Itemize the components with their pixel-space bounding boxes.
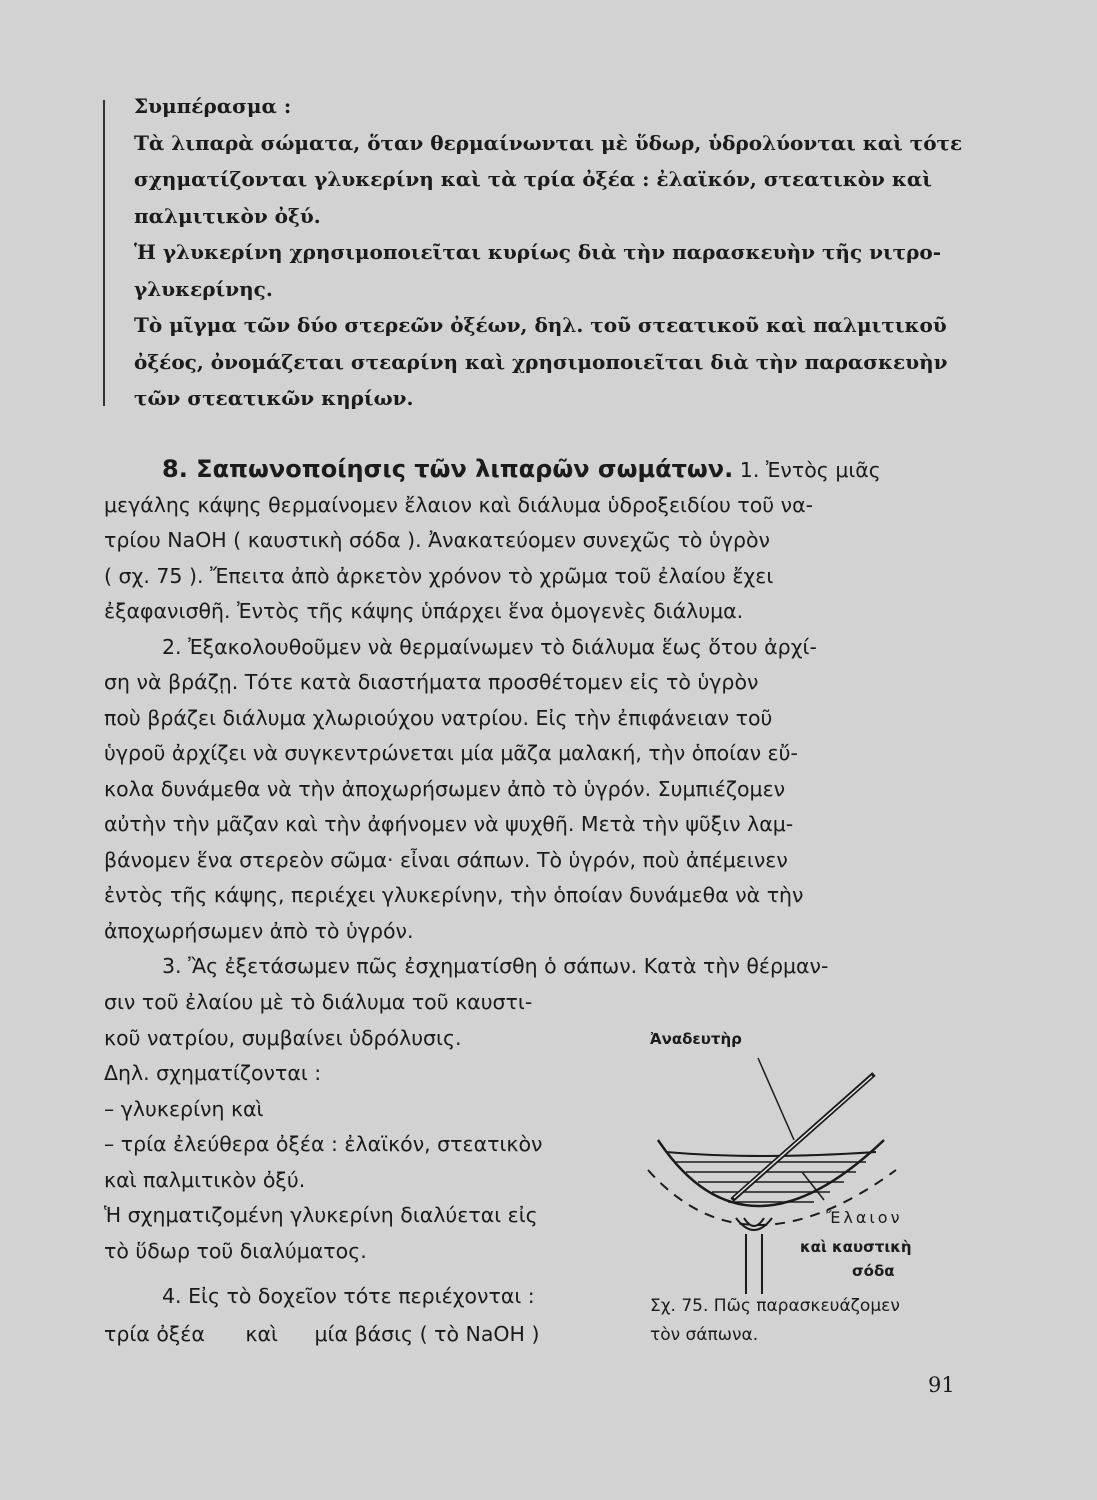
paragraph-line: ποὺ βράζει διάλυμα χλωριούχου νατρίου. Εἰς τὴν ἐπιφάνειαν τοῦ [104, 705, 773, 730]
caption-line: τὸν σάπωνα. [650, 1325, 759, 1345]
paragraph-line: καὶ παλμιτικὸν ὀξύ. [104, 1167, 306, 1192]
summary-line: Τὸ μῖγμα τῶν δύο στερεῶν ὀξέων, δηλ. τοῦ στεατικοῦ καὶ παλμιτικοῦ [134, 313, 947, 337]
paragraph-line: σιν τοῦ ἐλαίου μὲ τὸ διάλυμα τοῦ καυστι- [104, 990, 533, 1014]
paragraph-line: ὑγροῦ ἀρχίζει νὰ συγκεντρώνεται μία μᾶζα μαλακή, τὴν ὁποίαν εὔ- [104, 741, 798, 765]
paragraph-line: αὐτὴν τὴν μᾶζαν καὶ τὴν ἀφήνομεν νὰ ψυχθῆ. Μετὰ τὴν ψῦξιν λαμ- [104, 812, 794, 836]
leader-line-stirrer [758, 1058, 794, 1140]
final-acids: τρία ὀξέα [104, 1322, 205, 1346]
figure-caption [650, 1292, 960, 1350]
paragraph-line: ἐξαφανισθῆ. Ἐντὸς τῆς κάψης ὑπάρχει ἕνα ὁμογενὲς διάλυμα. [104, 599, 744, 623]
section-heading: 8. Σαπωνοποίησις τῶν λιπαρῶν σωμάτων. [162, 455, 734, 483]
summary-line: σχηματίζονται γλυκερίνη καὶ τὰ τρία ὀξέα : ἐλαϊκόν, στεατικὸν καὶ [134, 167, 932, 191]
summary-line: Τὰ λιπαρὰ σώματα, ὅταν θερμαίνωνται μὲ ὕδωρ, ὑδρολύονται καὶ τότε [134, 130, 963, 155]
label-soda-1: καὶ καυστικὴ [800, 1238, 912, 1256]
stirrer-rod-highlight [734, 1076, 872, 1198]
final-base: μία βάσις ( τὸ NaOH ) [314, 1322, 540, 1346]
summary-rule [103, 100, 105, 406]
paragraph-line: Δηλ. σχηματίζονται : [104, 1061, 322, 1085]
paragraph-line: βάνομεν ἕνα στερεὸν σῶμα· εἶναι σάπων. Τὸ ὑγρόν, ποὺ ἀπέμεινεν [104, 847, 788, 872]
paragraph-line: Ἡ σχηματιζομένη γλυκερίνη διαλύεται εἰς [104, 1203, 538, 1227]
summary-line: ὀξέος, ὀνομάζεται στεαρίνη καὶ χρησιμοποιεῖται διὰ τὴν παρασκευὴν [134, 349, 948, 374]
summary-line: Ἡ γλυκερίνη χρησιμοποιεῖται κυρίως διὰ τὴν παρασκευὴν τῆς νιτρο- [134, 240, 942, 264]
label-soda-2: σόδα [852, 1262, 895, 1280]
summary-line: παλμιτικὸν ὀξύ. [134, 203, 321, 228]
paragraph-line: ἐντὸς τῆς κάψης, περιέχει γλυκερίνην, τὴν ὁποίαν δυνάμεθα νὰ τὴν [104, 883, 804, 907]
label-oil: Ἔλαιον [826, 1208, 903, 1227]
flame [736, 1218, 772, 1230]
paragraph-line: 2. Ἐξακολουθοῦμεν νὰ θερμαίνωμεν τὸ διάλυμα ἕως ὅτου ἀρχί- [162, 634, 817, 659]
paragraph-line: τρίου NaOH ( καυστικὴ σόδα ). Ἀνακατεύομεν συνεχῶς τὸ ὑγρὸν [104, 528, 770, 552]
summary-title: Συμπέρασμα : [134, 94, 292, 118]
page-number: 91 [928, 1373, 955, 1397]
summary-line: γλυκερίνης. [134, 276, 273, 301]
paragraph-line: ἀποχωρήσωμεν ἀπὸ τὸ ὑγρόν. [104, 918, 414, 943]
summary-box [134, 88, 963, 417]
paragraph-line: 4. Εἰς τὸ δοχεῖον τότε περιέχονται : [162, 1284, 535, 1308]
dish-outline [658, 1140, 884, 1206]
paragraph-line: ( σχ. 75 ). Ἔπειτα ἀπὸ ἀρκετὸν χρόνον τὸ χρῶμα τοῦ ἐλαίου ἔχει [104, 563, 774, 588]
liquid-surface [666, 1152, 876, 1156]
summary-line: τῶν στεατικῶν κηρίων. [134, 386, 414, 410]
section-heading-line [104, 452, 954, 488]
label-stirrer: Ἀναδευτὴρ [650, 1030, 742, 1048]
paragraph-line: – γλυκερίνη καὶ [104, 1096, 264, 1121]
paragraph-line: 3. Ἂς ἐξετάσωμεν πῶς ἐσχηματίσθη ὁ σάπων. Κατὰ τὴν θέρμαν- [162, 954, 829, 978]
paragraph-line: 1. Ἐντὸς μιᾶς [739, 458, 881, 482]
paragraph-line: κολα δυνάμεθα νὰ τὴν ἀποχωρήσωμεν ἀπὸ τὸ ὑγρόν. Συμπιέζομεν [104, 776, 786, 801]
caption-line: Σχ. 75. Πῶς παρασκευάζομεν [650, 1296, 900, 1316]
paragraph-line: ση νὰ βράζῃ. Τότε κατὰ διαστήματα προσθέτομεν εἰς τὸ ὑγρὸν [104, 670, 759, 694]
lower-column [104, 985, 624, 1315]
final-line [104, 1322, 624, 1346]
paragraph-line: μεγάλης κάψης θερμαίνομεν ἔλαιον καὶ διάλυμα ὑδροξειδίου τοῦ να- [104, 492, 814, 517]
soap-apparatus-figure [636, 1022, 966, 1322]
final-and: καὶ [245, 1322, 278, 1346]
paragraph-line: – τρία ἐλεύθερα ὀξέα : ἐλαϊκόν, στεατικὸν [104, 1132, 543, 1156]
section-body [104, 452, 954, 985]
paragraph-line: τὸ ὕδωρ τοῦ διαλύματος. [104, 1238, 367, 1263]
paragraph-line: κοῦ νατρίου, συμβαίνει ὑδρόλυσις. [104, 1025, 462, 1050]
